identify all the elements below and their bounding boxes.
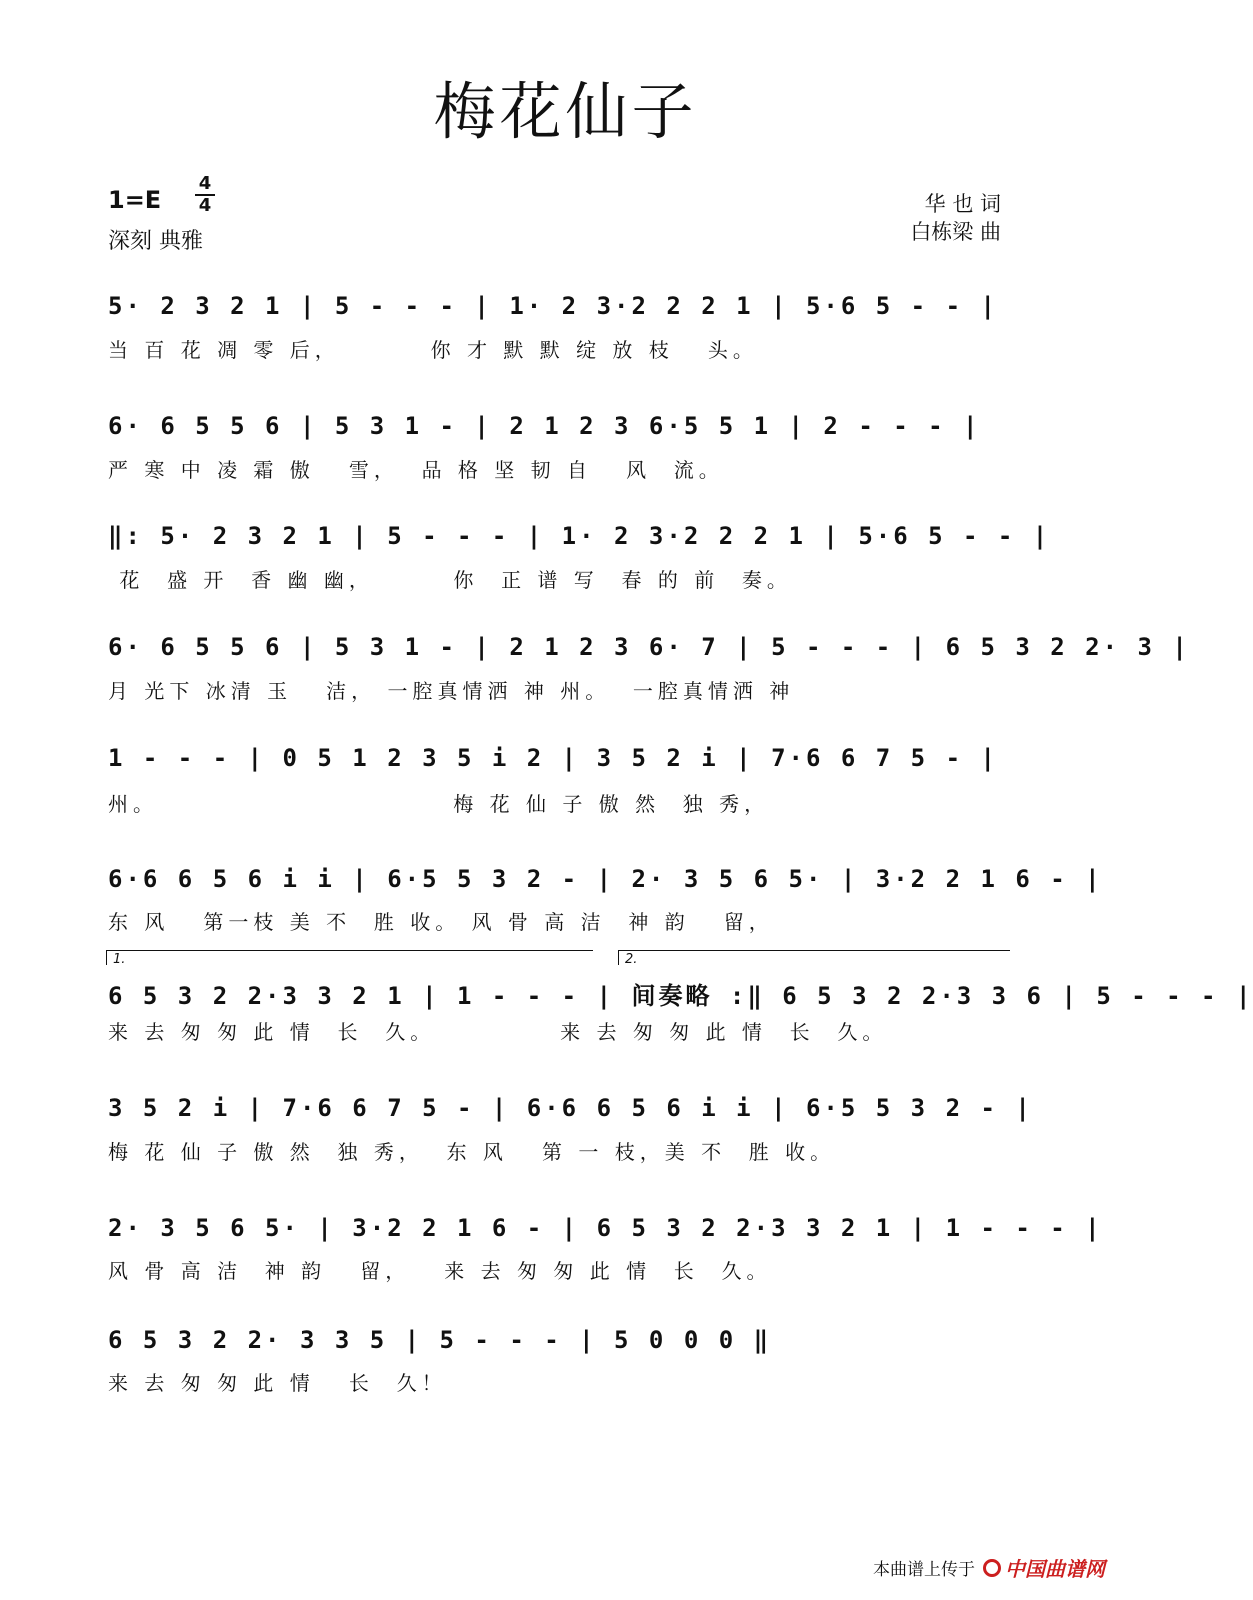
lyrics-line-1: 当 百 花 凋 零 后， 你 才 默 默 绽 放 枝 头。 [108, 338, 758, 362]
song-title: 梅花仙子 [433, 75, 698, 148]
lyrics-line-4: 月 光下 冰清 玉 洁， 一腔真情洒 神 州。 一腔真情洒 神 [108, 679, 795, 703]
time-signature-bottom: 4 [198, 195, 212, 216]
notation-line-5: 1 - - - | 0 5 1 2 3 5 i 2 | 3 5 2 i | 7·6 6 7 5 - | [108, 744, 998, 772]
lyrics-line-9: 风 骨 高 洁 神 韵 留， 来 去 匆 匆 此 情 长 久。 [108, 1259, 772, 1283]
lyrics-line-8: 梅 花 仙 子 傲 然 独 秀， 东 风 第 一 枝，美 不 胜 收。 [108, 1140, 836, 1164]
key-signature: 1=E [108, 186, 162, 214]
notation-line-10: 6 5 3 2 2· 3 3 5 | 5 - - - | 5 0 0 0 ‖ [108, 1326, 772, 1354]
lyrics-line-2: 严 寒 中 凌 霜 傲 雪， 品 格 坚 韧 自 风 流。 [108, 458, 724, 482]
upload-text: 本曲谱上传于 [873, 1560, 975, 1580]
lyrics-line-6: 东 风 第一枝 美 不 胜 收。 风 骨 高 洁 神 韵 留， [108, 910, 774, 934]
lyrics-line-10: 来 去 匆 匆 此 情 长 久！ [108, 1371, 447, 1395]
notation-line-2: 6· 6 5 5 6 | 5 3 1 - | 2 1 2 3 6·5 5 1 | 2 - - - | [108, 412, 981, 440]
time-signature-top: 4 [198, 173, 212, 194]
time-signature [194, 174, 216, 216]
site-logo-icon [983, 1559, 1001, 1577]
lyrics-line-5: 州。 梅 花 仙 子 傲 然 独 秀， [108, 792, 770, 816]
notation-line-6: 6·6 6 5 6 i i | 6·5 5 3 2 - | 2· 3 5 6 5· | 3·2 2 1 6 - | [108, 865, 1103, 893]
notation-line-3: ‖: 5· 2 3 2 1 | 5 - - - | 1· 2 3·2 2 2 1 | 5·6 5 - - | [108, 522, 1051, 550]
notation-line-4: 6· 6 5 5 6 | 5 3 1 - | 2 1 2 3 6· 7 | 5 - - - | 6 5 3 2 2· 3 | [108, 633, 1190, 661]
notation-line-1: 5· 2 3 2 1 | 5 - - - | 1· 2 3·2 2 2 1 | 5·6 5 - - | [108, 292, 998, 320]
second-ending-bracket: 2. [618, 950, 1010, 965]
site-name-link[interactable]: 中国曲谱网 [1005, 1557, 1105, 1581]
lyrics-line-7: 来 去 匆 匆 此 情 长 久。 来 去 匆 匆 此 情 长 久。 [108, 1020, 888, 1044]
lyricist-credit: 华 也 词 [924, 192, 1001, 216]
upload-footer [873, 1553, 1105, 1582]
composer-credit: 白栋梁 曲 [910, 220, 1001, 244]
lyrics-line-3: 花 盛 开 香 幽 幽， 你 正 谱 写 春 的 前 奏。 [108, 568, 792, 592]
notation-line-9: 2· 3 5 6 5· | 3·2 2 1 6 - | 6 5 3 2 2·3 3 2 1 | 1 - - - | [108, 1214, 1103, 1242]
notation-line-8: 3 5 2 i | 7·6 6 7 5 - | 6·6 6 5 6 i i | 6·5 5 3 2 - | [108, 1094, 1033, 1122]
notation-line-7: 6 5 3 2 2·3 3 2 1 | 1 - - - | 间奏略 :‖ 6 5 3 2 2·3 3 6 | 5 - - - | [108, 982, 1253, 1010]
first-ending-bracket: 1. [106, 950, 593, 965]
tempo-mood: 深刻 典雅 [108, 229, 203, 254]
